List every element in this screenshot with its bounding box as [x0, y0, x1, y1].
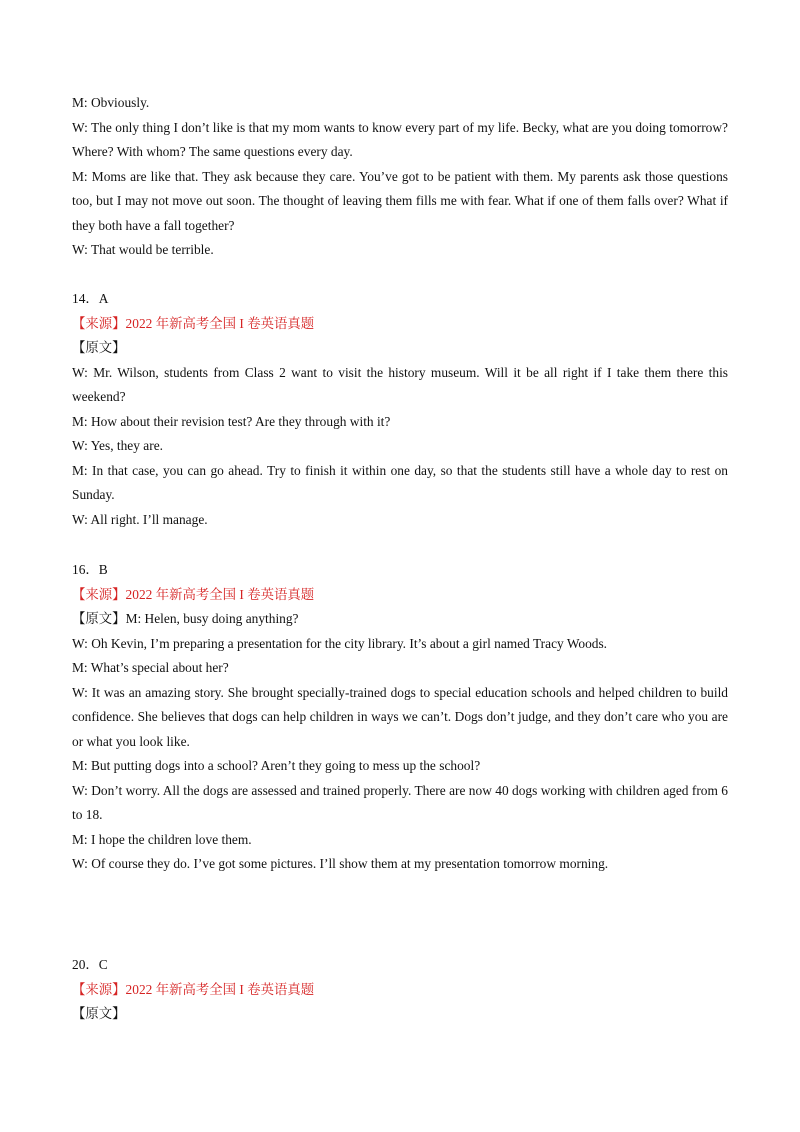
dialogue-line: W: That would be terrible. — [72, 242, 214, 257]
dialogue-line: W: Don’t worry. All the dogs are assessed and trained properly. There are now 40 dogs working with children aged from 6 to 18. — [72, 782, 728, 822]
dialogue-line: W: All right. I’ll manage. — [72, 511, 208, 527]
dialogue-continuation — [72, 91, 728, 263]
source-label: 【来源】2022 年新高考全国 I 卷英语真题 — [72, 981, 315, 997]
original-text-first-line — [72, 607, 728, 632]
original-text-label: 【原文】 — [72, 340, 126, 355]
source-label: 【来源】2022 年新高考全国 I 卷英语真题 — [72, 586, 315, 602]
dialogue-line: M: Obviously. — [72, 95, 150, 110]
dialogue-line: W: The only thing I don’t like is that my mom wants to know every part of my life. Becky, what are you doing tomorrow? Where? With whom? The same questions every day. — [72, 119, 728, 159]
answer-section-20 — [72, 953, 728, 1027]
original-text-label: 【原文】 — [72, 611, 126, 626]
dialogue-line: M: Moms are like that. They ask because they care. You’ve got to be patient with them. My parents ask those questions too, but I may not move out soon. The thought of leaving them fills me with fear. What if one of them falls over? What if they both have a fall together? — [72, 168, 728, 233]
dialogue-line: W: Yes, they are. — [72, 438, 163, 453]
dialogue-line: W: Oh Kevin, I’m preparing a presentation for the city library. It’s about a girl named Tracy Woods. — [72, 635, 608, 651]
dialogue-line: W: It was an amazing story. She brought specially-trained dogs to special education schools and helped children to build confidence. She believes that dogs can help children in ways we can’t. Dogs don’t judge, and they don’t care who you are or what you look like. — [72, 684, 728, 749]
source-label: 【来源】2022 年新高考全国 I 卷英语真题 — [72, 315, 315, 331]
dialogue-line: M: I hope the children love them. — [72, 831, 252, 847]
answer-number: 14．A — [72, 291, 109, 306]
dialogue-line: W: Of course they do. I’ve got some pictures. I’ll show them at my presentation tomorrow morning. — [72, 856, 609, 871]
dialogue-line: W: Mr. Wilson, students from Class 2 want to visit the history museum. Will it be all right if I take them there this weekend? — [72, 364, 728, 404]
dialogue-line: M: How about their revision test? Are they through with it? — [72, 413, 391, 429]
answer-section-14 — [72, 287, 728, 532]
dialogue-line: M: In that case, you can go ahead. Try to finish it within one day, so that the students still have a whole day to rest on Sunday. — [72, 462, 728, 502]
dialogue-line: M: But putting dogs into a school? Aren’t they going to mess up the school? — [72, 758, 481, 773]
dialogue-line: M: What’s special about her? — [72, 660, 229, 675]
answer-number: 16．B — [72, 562, 108, 577]
answer-section-16 — [72, 558, 728, 877]
answer-number: 20．C — [72, 957, 108, 972]
original-text-label: 【原文】 — [72, 1006, 126, 1021]
dialogue-line: M: Helen, busy doing anything? — [125, 611, 299, 626]
